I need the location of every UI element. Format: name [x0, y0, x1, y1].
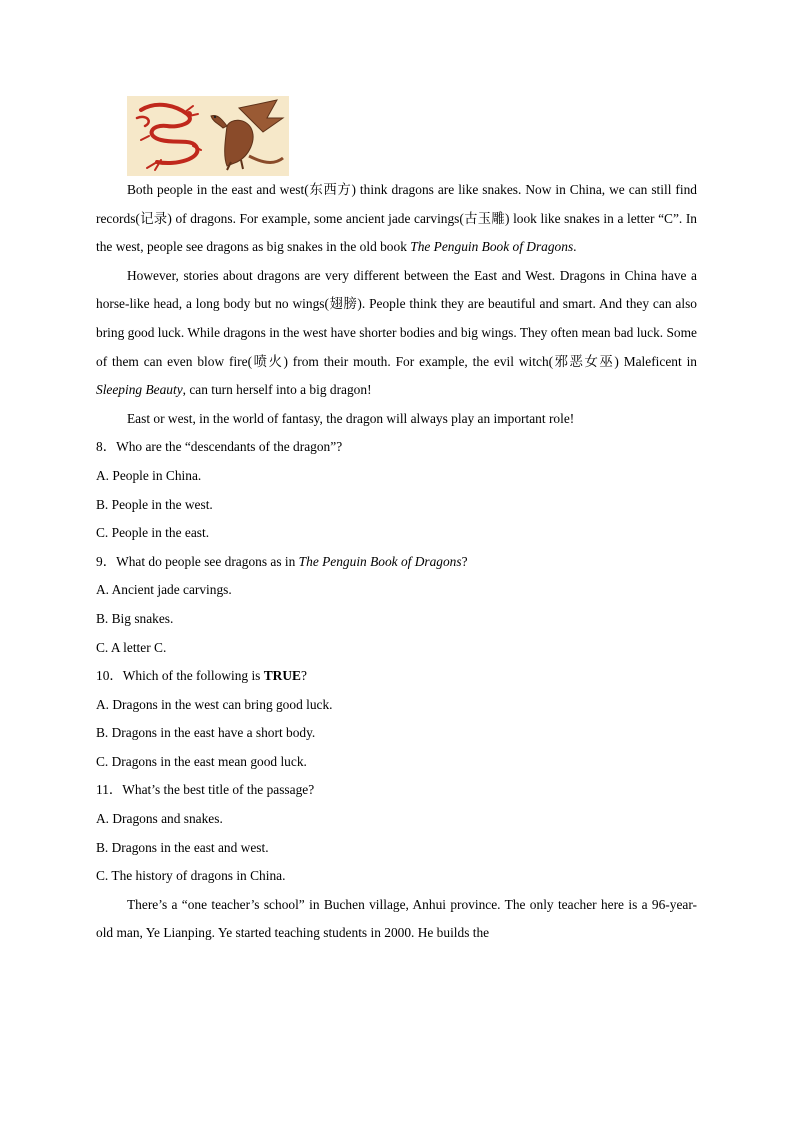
paragraph-text: However, stories about dragons are very different between the East and West. Dragons in China have a horse-like head, a long body but no wings(翅膀). People think they are beautiful and smart. And they can also bring good luck. While dragons in the west have shorter bodies and big wings. They often mean bad luck. Some of them can even blow fire(喷火) from their mouth. For example, the evil witch(邪恶女巫) Maleficent in — [96, 267, 697, 369]
question-10 — [96, 662, 697, 776]
passage1-paragraph-1 — [96, 176, 697, 262]
question-stem — [96, 662, 697, 691]
option-a[interactable]: A. People in China. — [96, 467, 202, 483]
question-stem — [96, 548, 697, 577]
emphasis-true: TRUE — [263, 668, 301, 684]
option-a[interactable]: A. Dragons and snakes. — [96, 811, 223, 827]
paragraph-text: . — [573, 239, 577, 255]
page — [96, 96, 697, 948]
paragraph-text: Both people in the east and west(东西方) think dragons are like snakes. Now in China, we can still find records(记录) of dragons. For example, some ancient jade carvings(古玉雕) look like snakes in a letter “C”. In the west, people see dragons as big snakes in the old book — [96, 182, 697, 255]
passage2-paragraph-1: There’s a “one teacher’s school” in Buchen village, Anhui province. The only teacher here is a 96-year-old man, Ye Lianping. Ye started teaching students in 2000. He builds the — [96, 896, 697, 941]
stem-text: ? — [300, 668, 307, 684]
option-c[interactable]: C. People in the east. — [96, 525, 210, 541]
option-c[interactable]: C. Dragons in the east mean good luck. — [96, 753, 307, 769]
dragons-image — [127, 96, 289, 176]
option-b[interactable]: B. Dragons in the east have a short body. — [96, 725, 316, 741]
chinese-dragon-icon — [137, 105, 201, 170]
question-stem: 11．What’s the best title of the passage? — [96, 782, 315, 798]
question-stem: 8．Who are the “descendants of the dragon”? — [96, 439, 343, 455]
story-title: Sleeping Beauty — [96, 382, 183, 398]
stem-text: 9．What do people see dragons as in — [96, 553, 299, 569]
option-a[interactable]: A. Ancient jade carvings. — [96, 582, 232, 598]
stem-text: 10．Which of the following is — [96, 668, 264, 684]
book-title: The Penguin Book of Dragons — [298, 553, 462, 569]
option-c[interactable]: C. The history of dragons in China. — [96, 868, 286, 884]
passage1-paragraph-2 — [96, 262, 697, 405]
option-b[interactable]: B. People in the west. — [96, 496, 213, 512]
question-9 — [96, 548, 697, 662]
question-11 — [96, 776, 697, 890]
option-a[interactable]: A. Dragons in the west can bring good luck. — [96, 696, 333, 712]
dragons-illustration — [127, 96, 289, 176]
option-b[interactable]: B. Big snakes. — [96, 610, 174, 626]
book-title: The Penguin Book of Dragons — [410, 239, 574, 255]
question-8 — [96, 433, 697, 547]
passage1-paragraph-3: East or west, in the world of fantasy, the dragon will always play an important role! — [127, 410, 575, 426]
option-c[interactable]: C. A letter C. — [96, 639, 167, 655]
western-dragon-icon — [211, 100, 283, 170]
option-b[interactable]: B. Dragons in the east and west. — [96, 839, 269, 855]
paragraph-text: , can turn herself into a big dragon! — [182, 382, 372, 398]
stem-text: ? — [461, 553, 468, 569]
